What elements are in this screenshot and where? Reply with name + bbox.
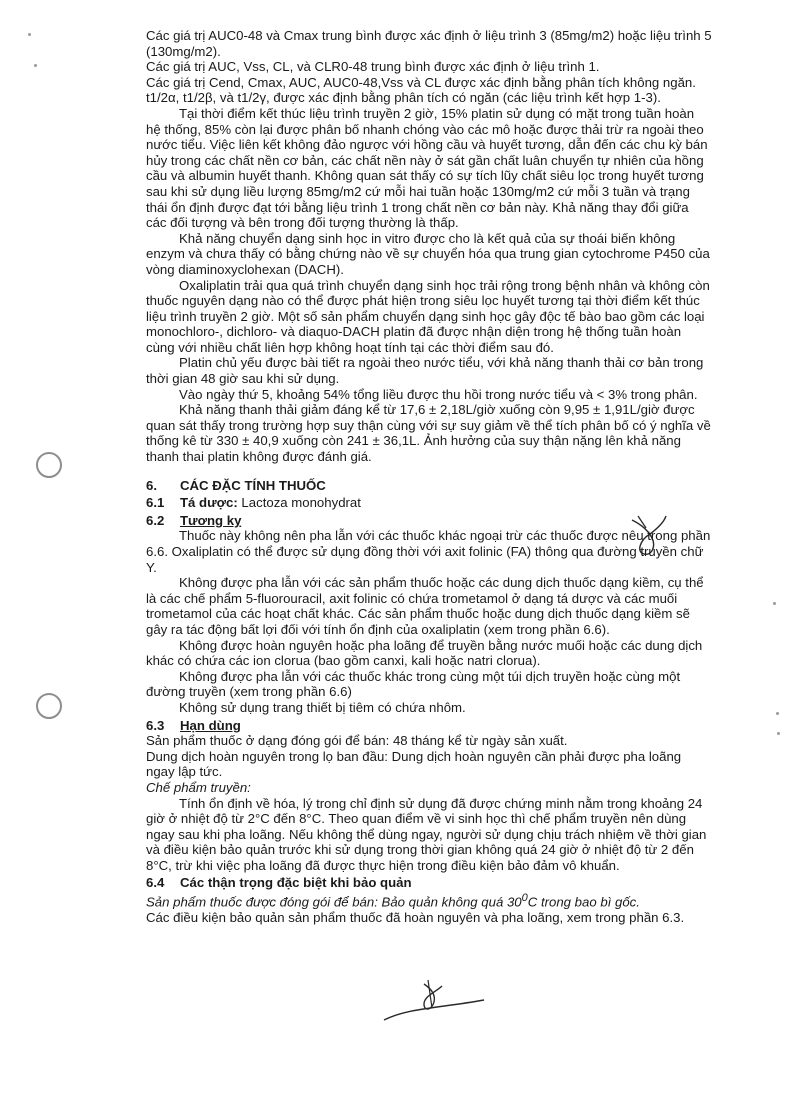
section-number: 6.4 — [146, 875, 165, 891]
excipient-label: Tá dược: — [180, 495, 238, 511]
storage-condition — [146, 891, 712, 910]
scan-speck — [28, 33, 31, 36]
section-heading-6-4 — [146, 875, 712, 891]
excipient-line — [180, 495, 361, 511]
paragraph: Các giá trị AUC0-48 và Cmax trung bình được xác định ở liệu trình 3 (85mg/m2) hoặc liệu trình 5 (130mg/m2). — [146, 28, 712, 59]
paragraph: Dung dịch hoàn nguyên trong lọ ban đầu: Dung dịch hoàn nguyên cần phải được pha loãng ngay lập tức. — [146, 748, 682, 780]
paragraph: Khả năng chuyển dạng sinh học in vitro được cho là kết quả của sự thoái biến không enzym và chưa thấy có bằng chứng nào về sự chuyển hóa qua trung gian cytochrome P450 của vòng diaminoxyclohexan (DACH). — [146, 230, 710, 277]
paragraph: Không được pha lẫn với các sản phẩm thuốc hoặc các dung dịch thuốc dạng kiềm, cụ thể là các chế phẩm 5-fluorouracil, axit folinic có chứa trometamol ở dạng tá dược và các muối trometamol của các hoạt chất khác. Các sản phẩm thuốc hoặc dung dịch thuốc dạng kiềm sẽ gây ra tác động bất lợi đối với tính ổn định của oxaliplatin (xem trong phần 6.6). — [146, 575, 704, 637]
section-title: Tương kỵ — [180, 512, 242, 528]
paragraph: Sản phẩm thuốc ở dạng đóng gói để bán: 48 tháng kể từ ngày sản xuất. — [146, 733, 568, 749]
scan-speck — [773, 602, 776, 605]
paragraph: Tính ổn định về hóa, lý trong chỉ định sử dụng đã được chứng minh nằm trong khoảng 24 giờ ở nhiệt độ từ 2°C đến 8°C. Theo quan điểm về vi sinh học thì chế phẩm truyền nên dùng ngay sau khi pha loãng. Nếu không thể dùng ngay, người sử dụng chịu trách nhiệm về thời gian và điều kiện bảo quản trước khi sử dụng trong thời gian không quá 24 giờ ở nhiệt độ từ 2 đến 8°C, trừ khi việc pha loãng đã được thực hiện trong điều kiện bảo đảm vô khuẩn. — [146, 795, 707, 873]
paragraph: Platin chủ yếu được bài tiết ra ngoài theo nước tiểu, với khả năng thanh thải cơ bản trong thời gian 48 giờ sau khi sử dụng. — [146, 355, 704, 387]
paragraph: Vào ngày thứ 5, khoảng 54% tổng liều được thu hồi trong nước tiểu và < 3% trong phân. — [179, 386, 698, 402]
paragraph: Khả năng thanh thải giảm đáng kể từ 17,6 ± 2,18L/giờ xuống còn 9,95 ± 1,91L/giờ được quan sát thấy trong trường hợp suy thận cùng với sự suy giảm về thể tích phân bố có ý nghĩa về thống kê từ 330 ± 40,9 xuống còn 241 ± 36,1L. Ảnh hưởng của suy thận nặng lên khả năng thanh thai platin không được đánh giá. — [146, 402, 711, 465]
section-heading-6-3 — [146, 718, 712, 734]
storage-text-end: C trong bao bì gốc. — [527, 894, 640, 910]
section-number: 6. — [146, 477, 157, 493]
section-heading-6-2 — [146, 513, 712, 529]
degree-superscript: 0 — [521, 892, 528, 905]
paragraph: t1/2α, t1/2β, và t1/2γ, được xác định bằng phân tích có ngăn (các liệu trình kết hợp 1-3). — [146, 90, 661, 106]
punch-hole-lower — [36, 693, 62, 719]
section-title: Các thận trọng đặc biệt khi bảo quản — [180, 875, 412, 891]
section-number: 6.2 — [146, 512, 165, 528]
paragraph: Oxaliplatin trải qua quá trình chuyển dạng sinh học trải rộng trong bệnh nhân và không còn thuốc nguyên dạng nào có thể được phát hiện trong siêu lọc huyết tương tại thời điểm kết thúc liệu trình truyền 2 giờ. Một số sản phẩm chuyển dạng sinh học gây độc tế bào bao gồm các loại monochloro-, dichloro- và diaquo-DACH platin đã được nhận diện trong hệ thống tuần hoàn cùng với nhiều chất liên hợp không hoạt tính tại các thời điểm sau đó. — [146, 277, 710, 355]
section-title: Hạn dùng — [180, 717, 241, 733]
section-number: 6.1 — [146, 495, 165, 511]
punch-hole-upper — [36, 452, 62, 478]
paragraph: Các điều kiện bảo quản sản phẩm thuốc đã hoàn nguyên và pha loãng, xem trong phần 6.3. — [146, 910, 685, 926]
storage-text: Sản phẩm thuốc được đóng gói để bán: Bảo quản không quá 30 — [146, 894, 522, 910]
document-body — [146, 28, 712, 926]
paragraph: Thuốc này không nên pha lẫn với các thuốc khác ngoại trừ các thuốc được nêu trong phần 6.6. Oxaliplatin có thể được sử dụng đồng thời với axit folinic (FA) thông qua đường truyền chữ Y. — [146, 528, 711, 575]
paragraph: Các giá trị AUC, Vss, CL, và CLR0-48 trung bình được xác định ở liệu trình 1. — [146, 59, 600, 75]
paragraph: Các giá trị Cend, Cmax, AUC, AUC0-48,Vss và CL được xác định bằng phân tích không ngăn. — [146, 74, 696, 90]
excipient-value: Lactoza monohydrat — [237, 495, 361, 511]
paragraph: Không sử dụng trang thiết bị tiêm có chứa nhôm. — [179, 699, 466, 715]
paragraph: Tại thời điểm kết thúc liệu trình truyền 2 giờ, 15% platin sử dụng có mặt trong tuần hoàn hệ thống, 85% còn lại được phân bố nhanh chóng vào các mô hoặc được thải trừ ra ngoài theo nước tiểu. Việc liên kết không đảo ngược với hồng cầu và huyết tương, dẫn đến các chu kỳ bán hủy trong các chất nền cơ bản, các chất nền này ở sát gần chất luân chuyển tự nhiên của hồng cầu và albumin huyết thanh. Không quan sát thấy có sự tích lũy chất siêu lọc trong huyết tương sau khi sử dụng liều lượng 85mg/m2 cứ mỗi hai tuần hoặc 130mg/m2 cứ mỗi 3 tuần và trạng thái ổn định được đạt tới bằng liệu trình 1 trong chất nền cơ bản này. Khả năng thay đổi giữa các đối tượng và bên trong đối tượng thường là thấp. — [146, 105, 708, 231]
section-title: CÁC ĐẶC TÍNH THUỐC — [180, 477, 326, 493]
scan-speck — [34, 64, 37, 67]
paragraph: Không được pha lẫn với các thuốc khác trong cùng một túi dịch truyền hoặc cùng một đường truyền (xem trong phần 6.6) — [146, 668, 681, 700]
handwritten-signature-bottom — [380, 978, 490, 1030]
scan-speck — [777, 732, 780, 735]
paragraph: Không được hoàn nguyên hoặc pha loãng để truyền bằng nước muối hoặc các dung dịch khác có chứa các ion clorua (bao gồm canxi, kali hoặc natri clorua). — [146, 637, 703, 669]
scan-speck — [776, 712, 779, 715]
subheading: Chế phẩm truyền: — [146, 779, 251, 795]
section-heading-6-1 — [146, 495, 712, 511]
section-number: 6.3 — [146, 717, 165, 733]
section-heading-6 — [146, 478, 712, 494]
